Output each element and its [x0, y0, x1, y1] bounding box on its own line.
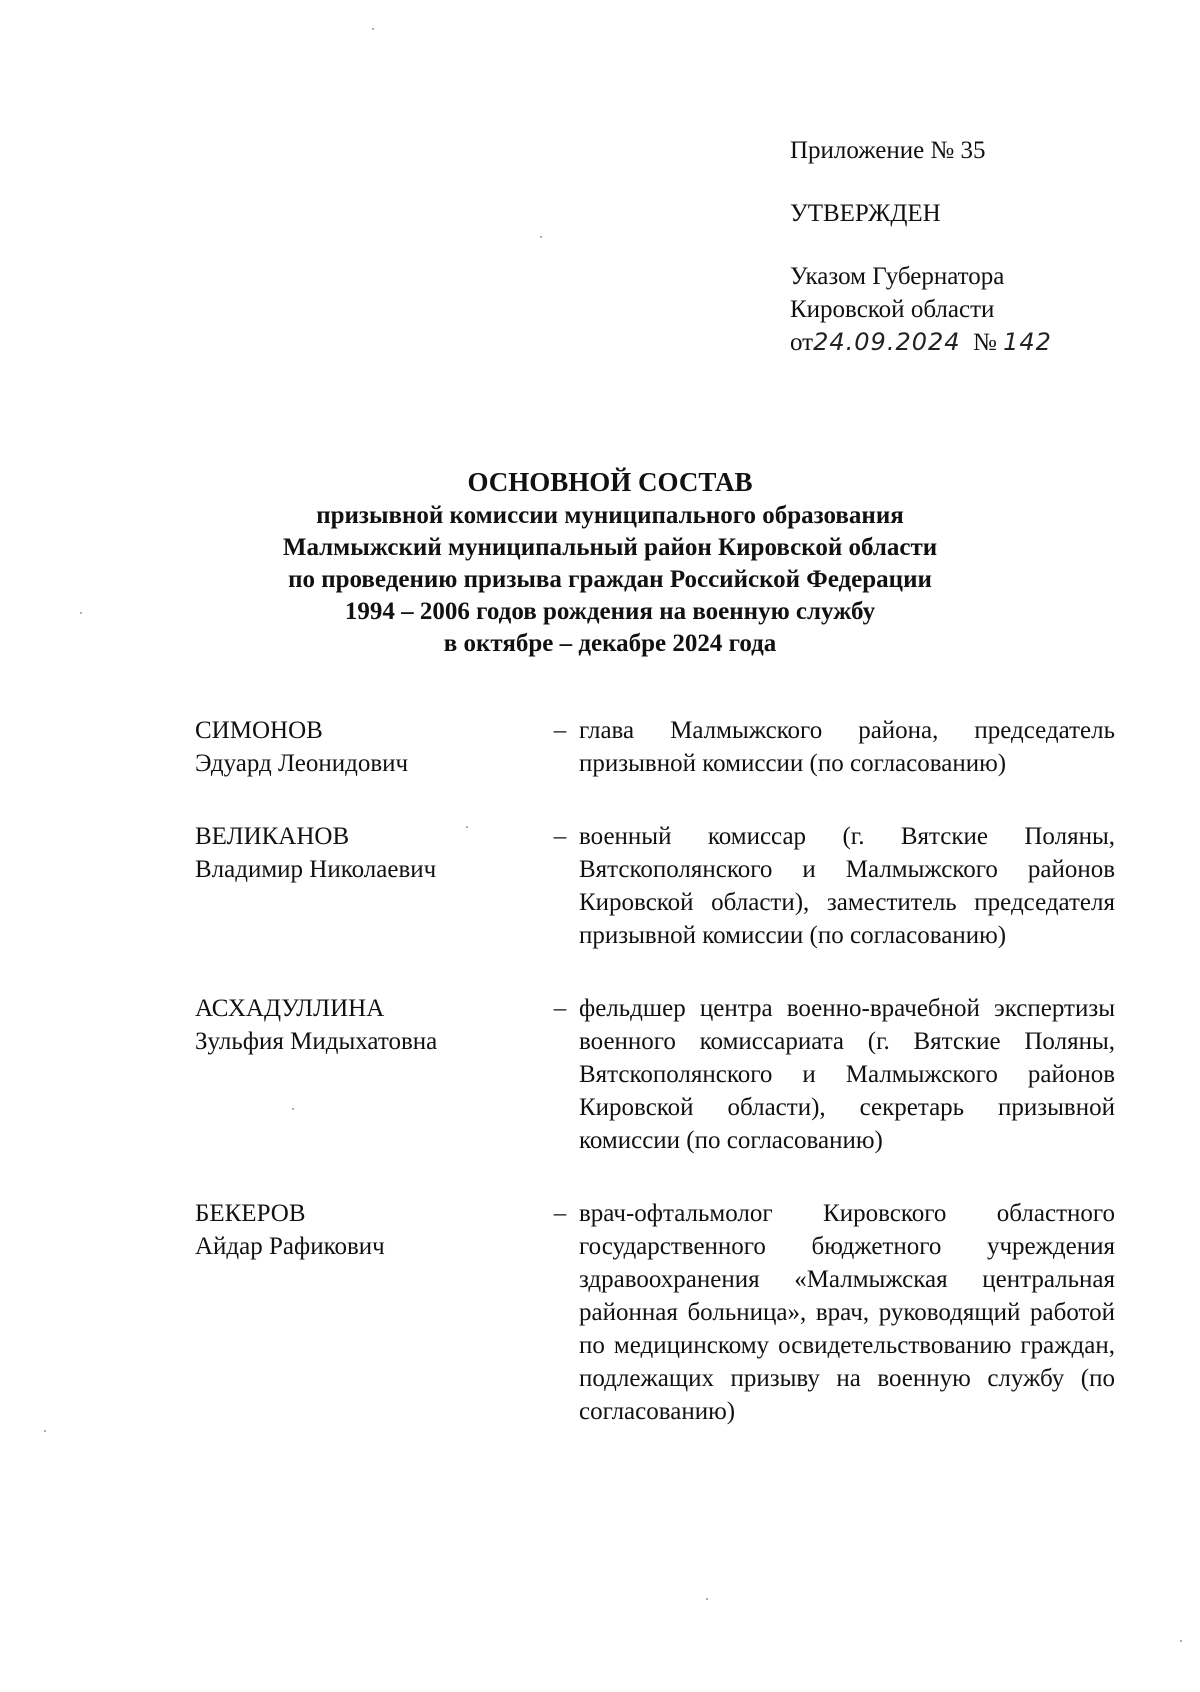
approved-stamp-text: УТВЕРЖДЕН — [790, 200, 941, 227]
scan-speck — [466, 826, 468, 828]
scan-speck — [80, 612, 82, 614]
decree-line-1: Указом Губернатора — [790, 263, 1005, 290]
appendix-number: Приложение № 35 — [790, 137, 986, 164]
title-line-2: Малмыжский муниципальный район Кировской области — [282, 534, 938, 561]
member-given-name: Зульфия Мидыхатовна — [195, 1028, 438, 1055]
title-main: ОСНОВНОЙ СОСТАВ — [467, 467, 753, 497]
member-given-name: Эдуард Леонидович — [195, 750, 409, 777]
title-line-4: 1994 – 2006 годов рождения на военную службу — [344, 598, 876, 625]
number-prefix: № — [973, 329, 997, 356]
date-prefix: от — [790, 329, 814, 356]
member-surname: ВЕЛИКАНОВ — [195, 823, 350, 850]
scan-speck — [44, 1430, 46, 1432]
handwritten-date: 24.09.2024 — [813, 328, 961, 356]
decree-line-2: Кировской области — [790, 296, 995, 323]
title-line-1: призывной комиссии муниципального образования — [316, 502, 904, 529]
member-surname: БЕКЕРОВ — [195, 1200, 306, 1227]
scan-speck — [540, 236, 542, 238]
member-dash: – — [553, 823, 567, 850]
handwritten-number: 142 — [1003, 328, 1052, 356]
member-name — [195, 1197, 545, 1428]
member-role: фельдшер центра военно-врачебной экспертизы военного комиссариата (г. Вятские Поляны, Вятскополянского и Малмыжского районов Кировской области), секретарь призывной комиссии (по согласованию) — [579, 995, 1115, 1154]
scan-speck — [372, 28, 374, 30]
member-role: глава Малмыжского района, председатель призывной комиссии (по согласованию) — [579, 717, 1115, 777]
decree-date-line — [790, 326, 1170, 359]
member-role: врач-офтальмолог Кировского областного государственного бюджетного учреждения здравоохранения «Малмыжская центральная районная больница», врач, руководящий работой по медицинскому освидетельствованию граждан, подлежащих призыву на военную службу (по согласованию) — [579, 1200, 1115, 1425]
member-entry — [195, 820, 1115, 952]
document-title — [160, 466, 1060, 660]
member-name — [195, 714, 545, 780]
scan-speck — [706, 1598, 708, 1600]
member-entry — [195, 1197, 1115, 1428]
scan-speck — [292, 1108, 294, 1110]
member-entry — [195, 714, 1115, 780]
commission-members-list — [195, 714, 1115, 1468]
member-name — [195, 820, 545, 952]
member-name — [195, 992, 545, 1157]
title-line-5: в октябре – декабре 2024 года — [443, 630, 777, 657]
member-surname: АСХАДУЛЛИНА — [195, 995, 385, 1022]
member-role: военный комиссар (г. Вятские Поляны, Вятскополянского и Малмыжского районов Кировской области), заместитель председателя призывной комиссии (по согласованию) — [579, 823, 1115, 949]
scan-speck — [1180, 1640, 1182, 1642]
title-line-3: по проведению призыва граждан Российской Федерации — [288, 566, 932, 593]
member-entry — [195, 992, 1115, 1157]
member-dash: – — [553, 995, 567, 1022]
member-dash: – — [553, 1200, 567, 1227]
member-surname: СИМОНОВ — [195, 717, 323, 744]
member-dash: – — [553, 717, 567, 744]
member-given-name: Владимир Николаевич — [195, 856, 437, 883]
member-given-name: Айдар Рафикович — [195, 1233, 385, 1260]
appendix-block — [790, 134, 1170, 359]
